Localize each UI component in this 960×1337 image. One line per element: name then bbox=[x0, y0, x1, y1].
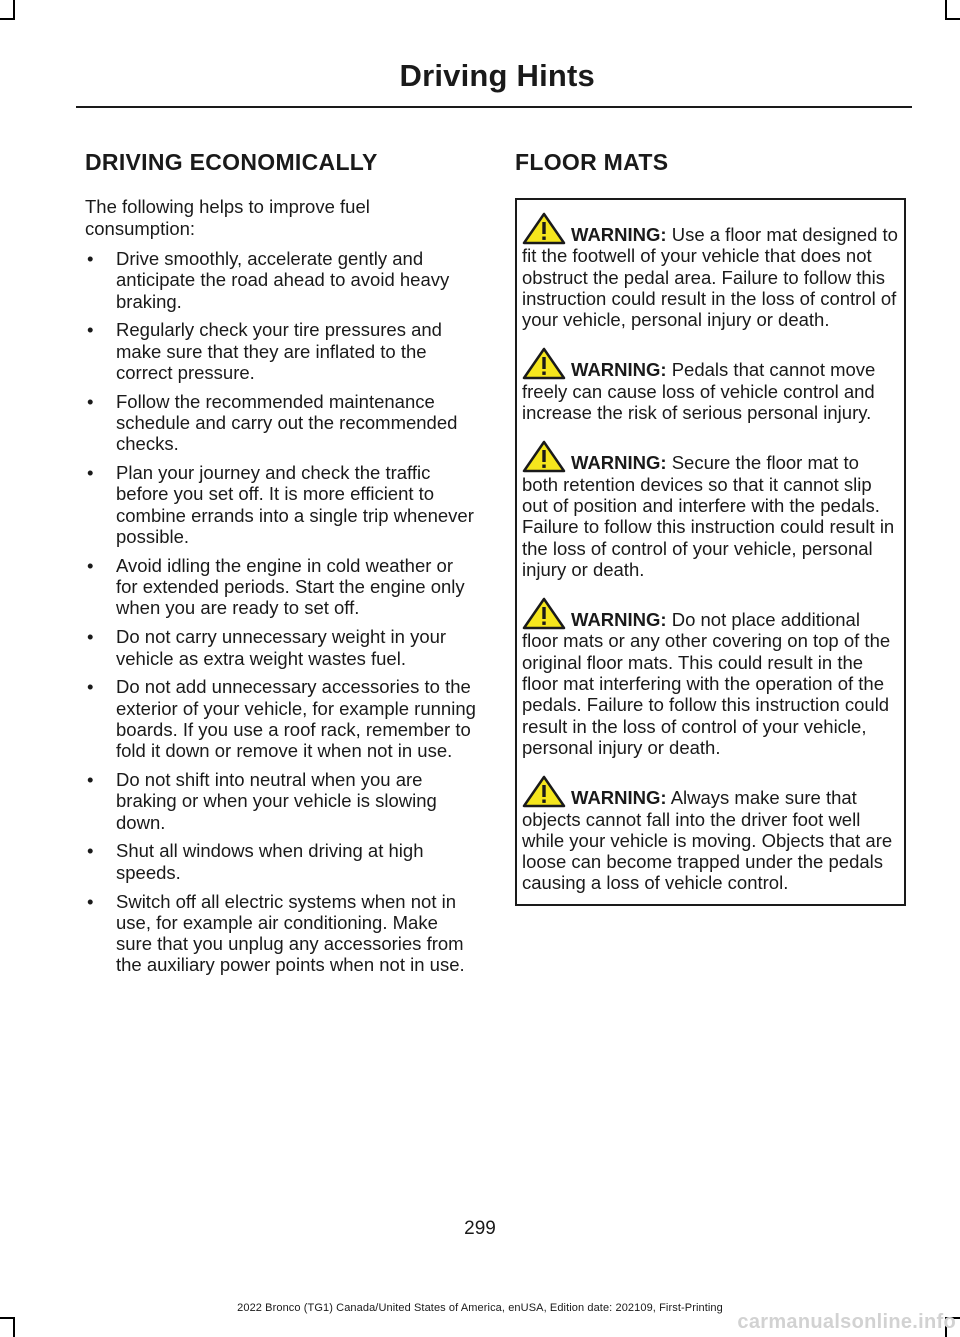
warning-triangle-icon bbox=[522, 440, 568, 473]
list-item bbox=[85, 626, 477, 669]
warning-item bbox=[522, 775, 898, 893]
right-column bbox=[515, 146, 906, 906]
list-item bbox=[85, 391, 477, 455]
warning-label: WARNING: bbox=[571, 609, 667, 631]
page-header-title: Driving Hints bbox=[399, 58, 595, 93]
list-item bbox=[85, 462, 477, 547]
header-divider bbox=[76, 106, 912, 108]
crop-mark bbox=[0, 18, 15, 20]
warning-triangle-icon bbox=[522, 775, 568, 808]
warning-text: Secure the floor mat to both retention devices so that it cannot slip out of position and interfere with the pedals. Failure to follow this instruction could result in the loss of control of your vehicle, personal injury or death. bbox=[522, 452, 895, 580]
warning-item bbox=[522, 212, 898, 330]
warning-text: Use a floor mat designed to fit the footwell of your vehicle that does not obstruct the pedal area. Failure to follow this instruction could result in the loss of control of your vehicle, personal injury or death. bbox=[522, 224, 898, 331]
crop-mark bbox=[945, 18, 960, 20]
list-item bbox=[85, 840, 477, 883]
list-item bbox=[85, 676, 477, 761]
tip-text: Follow the recommended maintenance schedule and carry out the recommended checks. bbox=[116, 390, 458, 455]
list-item bbox=[85, 555, 477, 619]
warning-label: WARNING: bbox=[571, 359, 667, 381]
warning-text: Pedals that cannot move freely can cause loss of vehicle control and increase the risk of serious personal injury. bbox=[522, 359, 876, 424]
bullet: • bbox=[87, 890, 94, 912]
warning-item bbox=[522, 440, 898, 580]
bullet: • bbox=[87, 676, 94, 698]
warning-triangle-icon bbox=[522, 347, 568, 380]
bullet: • bbox=[87, 769, 94, 791]
warning-label: WARNING: bbox=[571, 787, 667, 809]
warning-item bbox=[522, 597, 898, 758]
list-item bbox=[85, 248, 477, 312]
warning-triangle-icon bbox=[522, 597, 568, 630]
bullet: • bbox=[87, 462, 94, 484]
list-item bbox=[85, 319, 477, 383]
crop-mark bbox=[945, 0, 947, 20]
tip-text: Do not add unnecessary accessories to the exterior of your vehicle, for example running boards. If you use a roof rack, remember to fold it down or remove it when not in use. bbox=[116, 676, 476, 762]
list-item bbox=[85, 891, 477, 976]
warning-item bbox=[522, 347, 898, 423]
warning-label: WARNING: bbox=[571, 452, 667, 474]
tip-text: Regularly check your tire pressures and make sure that they are inflated to the correct pressure. bbox=[116, 319, 442, 383]
tip-text: Do not shift into neutral when you are braking or when your vehicle is slowing down. bbox=[116, 769, 437, 833]
warning-text: Always make sure that objects cannot fall into the driver foot well while your vehicle is moving. Objects that are loose can become trapped under the pedals causing a loss of vehicle control. bbox=[522, 787, 893, 894]
bullet: • bbox=[87, 626, 94, 648]
warnings-box bbox=[515, 198, 906, 906]
warning-triangle-icon bbox=[522, 212, 568, 245]
bullet: • bbox=[87, 554, 94, 576]
bullet: • bbox=[87, 840, 94, 862]
page-number: 299 bbox=[464, 1218, 496, 1239]
bullet: • bbox=[87, 248, 94, 269]
list-item bbox=[85, 769, 477, 833]
bullet: • bbox=[87, 390, 94, 412]
section-title-floor-mats: FLOOR MATS bbox=[515, 149, 669, 175]
left-column bbox=[85, 146, 477, 983]
warning-text: Do not place additional floor mats or any other covering on top of the original floor mats. This could result in the floor mat interfering with the operation of the pedals. Failure to follow this instruction could result in the loss of control of your vehicle, personal injury or death. bbox=[522, 609, 891, 758]
crop-mark bbox=[0, 1317, 15, 1319]
tip-text: Switch off all electric systems when not in use, for example air conditioning. Make sure that you unplug any accessories from the auxiliary power points when not in use. bbox=[116, 890, 465, 976]
crop-mark bbox=[13, 1317, 15, 1337]
crop-mark bbox=[13, 0, 15, 20]
watermark: carmanualsonline.info bbox=[737, 1311, 956, 1333]
tips-list bbox=[85, 248, 477, 976]
tip-text: Avoid idling the engine in cold weather or for extended periods. Start the engine only when you are ready to set off. bbox=[116, 554, 465, 619]
warning-label: WARNING: bbox=[571, 224, 667, 245]
tip-text: Plan your journey and check the traffic before you set off. It is more efficient to combine errands into a single trip whenever possible. bbox=[116, 462, 474, 548]
tip-text: Shut all windows when driving at high speeds. bbox=[116, 840, 424, 883]
intro-text: The following helps to improve fuel consumption: bbox=[85, 196, 370, 239]
tip-text: Do not carry unnecessary weight in your vehicle as extra weight wastes fuel. bbox=[116, 626, 447, 669]
tip-text: Drive smoothly, accelerate gently and anticipate the road ahead to avoid heavy braking. bbox=[116, 248, 450, 312]
footer-edition-info: 2022 Bronco (TG1) Canada/United States of America, enUSA, Edition date: 202109, First-Printing bbox=[237, 1302, 723, 1314]
bullet: • bbox=[87, 319, 94, 341]
section-title-driving-economically: DRIVING ECONOMICALLY bbox=[85, 149, 378, 175]
